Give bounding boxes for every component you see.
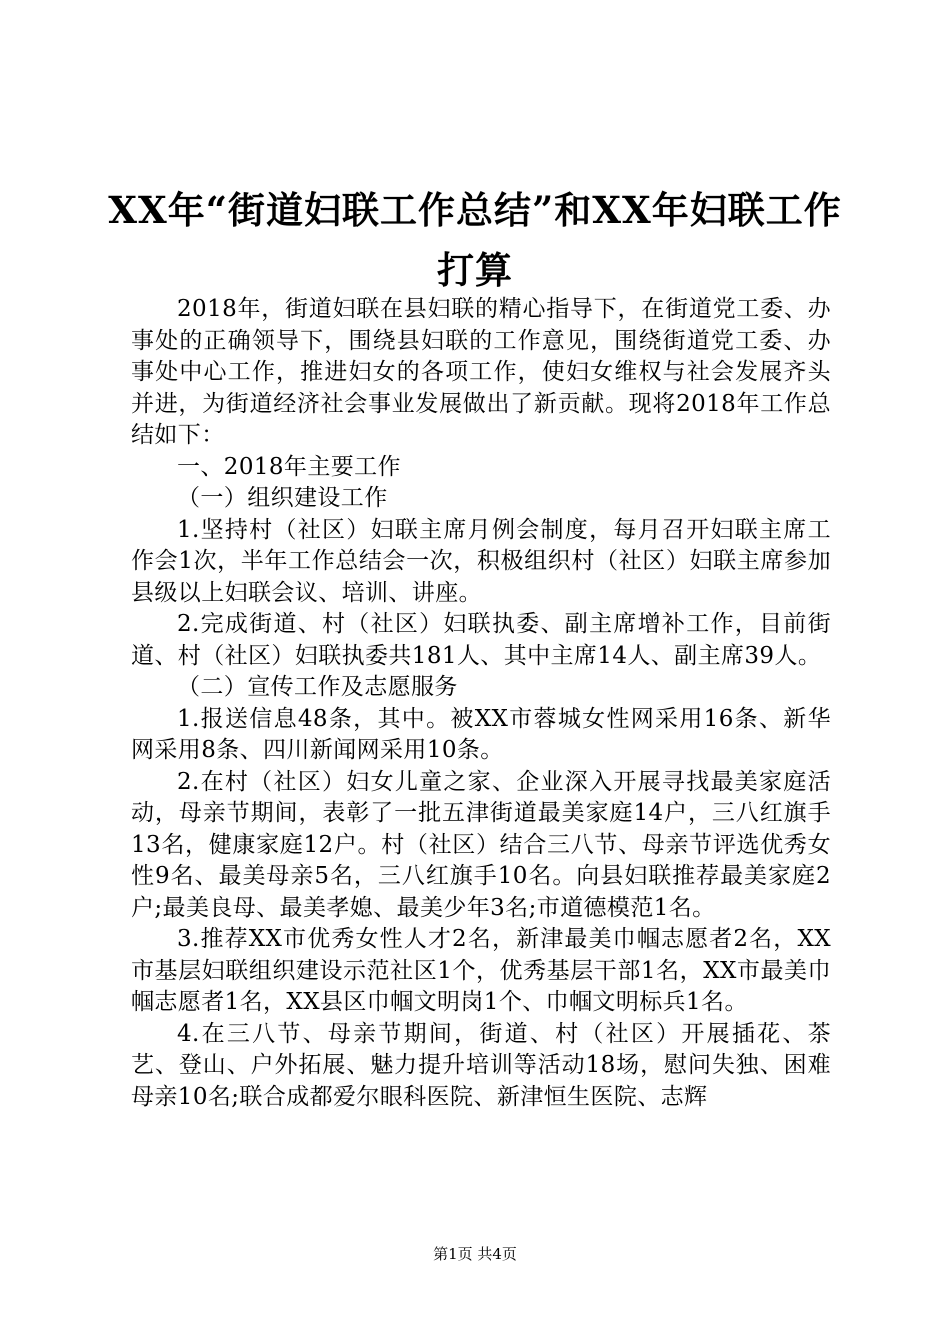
document-body: [131, 294, 831, 1113]
page-footer: 第1页 共4页: [433, 1245, 517, 1263]
body-paragraph: 2.完成街道、村（社区）妇联执委、副主席增补工作，目前街道、村（社区）妇联执委共181人、其中主席14人、副主席39人。: [131, 611, 831, 669]
document-title: XX年“街道妇联工作总结”和XX年妇联工作打算: [108, 188, 842, 292]
body-paragraph: 3.推荐XX市优秀女性人才2名，新津最美巾帼志愿者2名，XX市基层妇联组织建设示范社区1个，优秀基层干部1名，XX市最美巾帼志愿者1名，XX县区巾帼文明岗1个、巾帼文明标兵1名。: [131, 926, 831, 1015]
body-paragraph: 1.坚持村（社区）妇联主席月例会制度，每月召开妇联主席工作会1次，半年工作总结会一次，积极组织村（社区）妇联主席参加县级以上妇联会议、培训、讲座。: [131, 516, 831, 606]
section-heading: 一、2018年主要工作: [177, 453, 401, 480]
body-paragraph: 4.在三八节、母亲节期间，街道、村（社区）开展插花、茶艺、登山、户外拓展、魅力提升培训等活动18场，慰问失独、困难母亲10名;联合成都爱尔眼科医院、新津恒生医院、志辉: [131, 1020, 831, 1110]
body-paragraph: 2018年，街道妇联在县妇联的精心指导下，在街道党工委、办事处的正确领导下，围绕县妇联的工作意见，围绕街道党工委、办事处中心工作，推进妇女的各项工作，使妇女维权与社会发展齐头并进，为街道经济社会事业发展做出了新贡献。现将2018年工作总结如下：: [131, 296, 831, 448]
body-paragraph: 1.报送信息48条，其中。被XX市蓉城女性网采用16条、新华网采用8条、四川新闻网采用10条。: [131, 705, 831, 763]
body-paragraph: 2.在村（社区）妇女儿童之家、企业深入开展寻找最美家庭活动，母亲节期间，表彰了一批五津街道最美家庭14户，三八红旗手13名，健康家庭12户。村（社区）结合三八节、母亲节评选优秀女性9名、最美母亲5名，三八红旗手10名。向县妇联推荐最美家庭2户;最美良母、最美孝媳、最美少年3名;市道德模范1名。: [131, 768, 831, 921]
subsection-heading: （一）组织建设工作: [177, 485, 388, 511]
subsection-heading: （二）宣传工作及志愿服务: [177, 674, 458, 700]
